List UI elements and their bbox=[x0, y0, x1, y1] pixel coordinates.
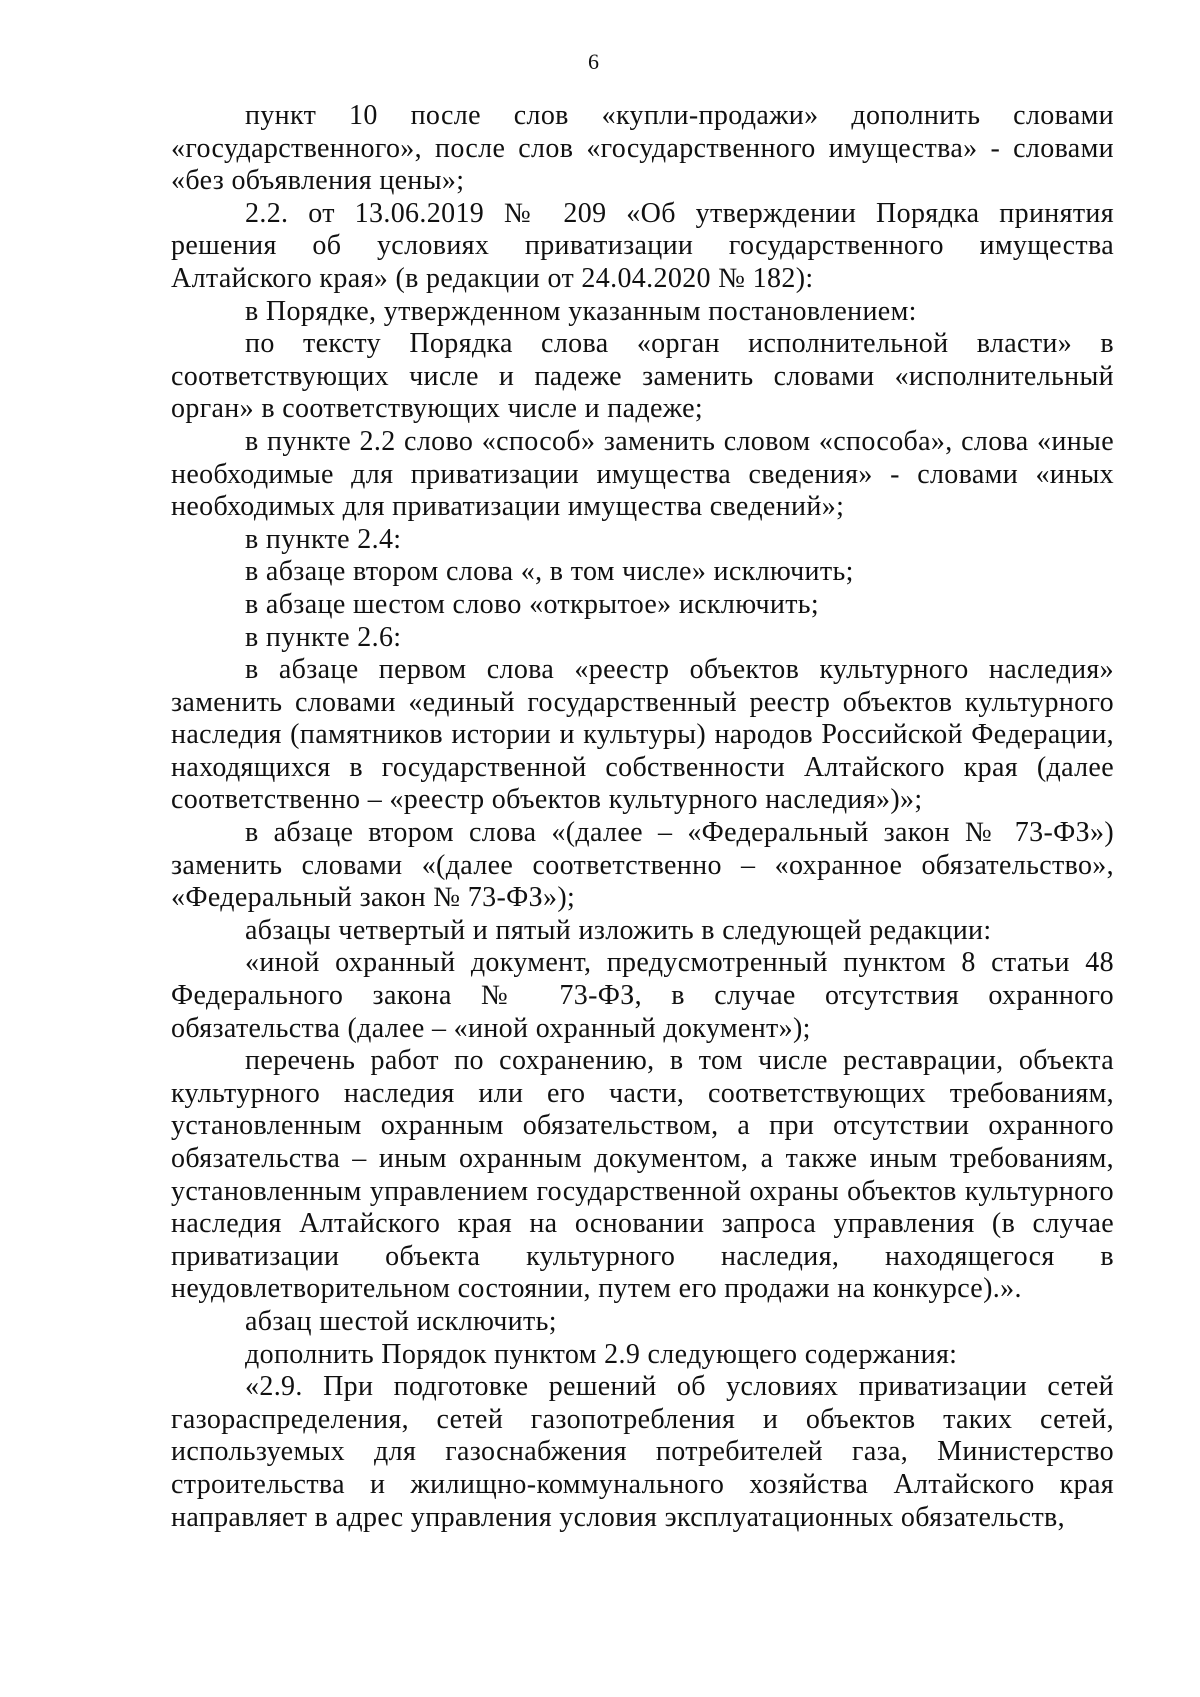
paragraph-17: «2.9. При подготовке решений об условиях приватизации сетей газораспределения, сетей газопотребления и объектов таких сетей, используемых для газоснабжения потребителей газа, Министерство строительства и жилищно-коммунального хозяйства Алтайского края направляет в адрес управления условия эксплуатационных обязательств, bbox=[171, 1371, 1114, 1533]
paragraph-14: перечень работ по сохранению, в том числе реставрации, объекта культурного наследия или его части, соответствующих требованиям, установленным охранным обязательством, а при отсутствии охранного обязательства – иным охранным документом, а также иным требованиям, установленным управлением государственной охраны объектов культурного наследия Алтайского края на основании запроса управления (в случае приватизации объекта культурного наследия, находящегося в неудовлетворительном состоянии, путем его продажи на конкурсе).». bbox=[171, 1045, 1114, 1305]
paragraph-4: по тексту Порядка слова «орган исполнительной власти» в соответствующих числе и падеже заменить словами «исполнительный орган» в соответствующих числе и падеже; bbox=[171, 328, 1114, 425]
paragraph-6: в пункте 2.4: bbox=[245, 523, 402, 555]
document-body bbox=[171, 100, 1114, 1534]
paragraph-7: в абзаце втором слова «, в том числе» исключить; bbox=[245, 556, 854, 588]
paragraph-1: пункт 10 после слов «купли-продажи» дополнить словами «государственного», после слов «государственного имущества» - словами «без объявления цены»; bbox=[171, 100, 1114, 197]
paragraph-12: абзацы четвертый и пятый изложить в следующей редакции: bbox=[245, 914, 992, 946]
paragraph-15: абзац шестой исключить; bbox=[245, 1305, 557, 1337]
paragraph-3: в Порядке, утвержденном указанным постановлением: bbox=[245, 295, 917, 327]
paragraph-9: в пункте 2.6: bbox=[245, 621, 402, 653]
paragraph-13: «иной охранный документ, предусмотренный пунктом 8 статьи 48 Федерального закона № 73-ФЗ, в случае отсутствия охранного обязательства (далее – «иной охранный документ»); bbox=[171, 947, 1114, 1044]
paragraph-16: дополнить Порядок пунктом 2.9 следующего содержания: bbox=[245, 1338, 958, 1370]
paragraph-10: в абзаце первом слова «реестр объектов культурного наследия» заменить словами «единый государственный реестр объектов культурного наследия (памятников истории и культуры) народов Российской Федерации, находящихся в государственной собственности Алтайского края (далее соответственно – «реестр объектов культурного наследия»)»; bbox=[171, 654, 1114, 816]
paragraph-2: 2.2. от 13.06.2019 № 209 «Об утверждении Порядка принятия решения об условиях приватизации государственного имущества Алтайского края» (в редакции от 24.04.2020 № 182): bbox=[171, 197, 1114, 294]
paragraph-5: в пункте 2.2 слово «способ» заменить словом «способа», слова «иные необходимые для приватизации имущества сведения» - словами «иных необходимых для приватизации имущества сведений»; bbox=[171, 425, 1114, 523]
page-number: 6 bbox=[588, 49, 599, 74]
paragraph-8: в абзаце шестом слово «открытое» исключить; bbox=[245, 588, 820, 620]
paragraph-11: в абзаце втором слова «(далее – «Федеральный закон № 73-ФЗ») заменить словами «(далее соответственно – «охранное обязательство», «Федеральный закон № 73-ФЗ»); bbox=[171, 817, 1114, 914]
